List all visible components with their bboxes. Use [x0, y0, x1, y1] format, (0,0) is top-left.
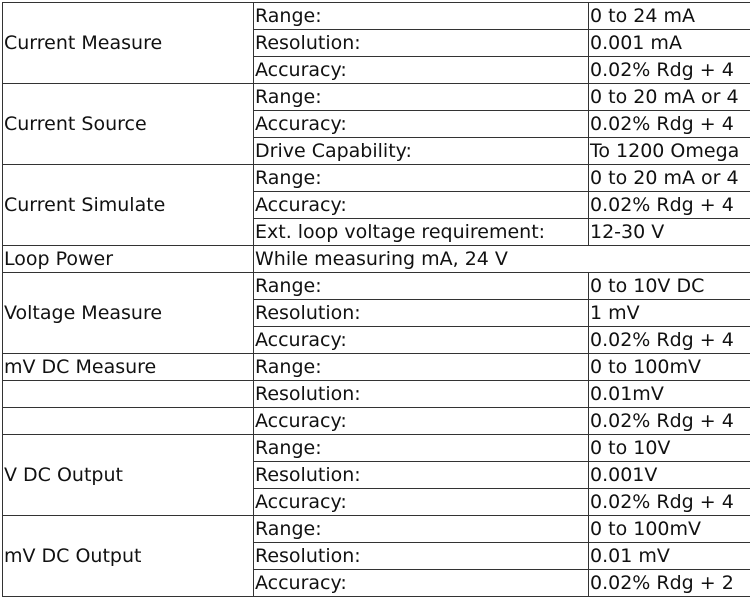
group-name-cell: mV DC Measure — [3, 354, 254, 381]
spec-value-cell: 0 to 100mV — [589, 516, 750, 543]
spec-label-cell: Accuracy: — [254, 570, 589, 597]
spec-value-cell: 0.02% Rdg + 4 — [589, 408, 750, 435]
group-name-cell — [3, 381, 254, 408]
table-row — [3, 354, 750, 381]
spec-value-cell: 0 to 20 mA or 4 — [589, 165, 750, 192]
spec-value-cell: 0.01mV — [589, 381, 750, 408]
spec-value-cell: 0 to 24 mA — [589, 3, 750, 30]
group-name-cell — [3, 408, 254, 435]
spec-table — [2, 2, 750, 597]
table-row — [3, 273, 750, 300]
spec-label-cell: Range: — [254, 273, 589, 300]
spec-value-cell: 0 to 10V DC — [589, 273, 750, 300]
spec-label-cell: Accuracy: — [254, 192, 589, 219]
spec-value-cell: 0.02% Rdg + 4 — [589, 111, 750, 138]
spec-label-cell: Resolution: — [254, 300, 589, 327]
spec-label-cell: Accuracy: — [254, 408, 589, 435]
group-name-cell: Loop Power — [3, 246, 254, 273]
table-row — [3, 408, 750, 435]
spec-label-cell: Accuracy: — [254, 327, 589, 354]
spec-label-cell: Range: — [254, 516, 589, 543]
spec-value-cell: While measuring mA, 24 V — [254, 246, 750, 273]
spec-label-cell: Range: — [254, 3, 589, 30]
spec-label-cell: Drive Capability: — [254, 138, 589, 165]
spec-value-cell: 1 mV — [589, 300, 750, 327]
table-row — [3, 84, 750, 111]
spec-label-cell: Accuracy: — [254, 57, 589, 84]
group-name-cell: Current Measure — [3, 3, 254, 84]
spec-label-cell: Range: — [254, 354, 589, 381]
spec-value-cell: 0 to 20 mA or 4 — [589, 84, 750, 111]
group-name-cell: Current Simulate — [3, 165, 254, 246]
spec-value-cell: 0.02% Rdg + 2 — [589, 570, 750, 597]
spec-value-cell: 0.02% Rdg + 4 — [589, 57, 750, 84]
spec-label-cell: Resolution: — [254, 543, 589, 570]
spec-value-cell: To 1200 Omega — [589, 138, 750, 165]
table-row — [3, 516, 750, 543]
table-row — [3, 246, 750, 273]
spec-label-cell: Resolution: — [254, 381, 589, 408]
spec-label-cell: Range: — [254, 165, 589, 192]
spec-value-cell: 0.02% Rdg + 4 — [589, 327, 750, 354]
spec-label-cell: Range: — [254, 435, 589, 462]
group-name-cell: mV DC Output — [3, 516, 254, 597]
spec-label-cell: Range: — [254, 84, 589, 111]
group-name-cell: V DC Output — [3, 435, 254, 516]
spec-value-cell: 0.001V — [589, 462, 750, 489]
spec-label-cell: Accuracy: — [254, 111, 589, 138]
table-row — [3, 381, 750, 408]
spec-value-cell: 0.001 mA — [589, 30, 750, 57]
group-name-cell: Current Source — [3, 84, 254, 165]
spec-value-cell: 0 to 100mV — [589, 354, 750, 381]
spec-value-cell: 0 to 10V — [589, 435, 750, 462]
spec-value-cell: 0.02% Rdg + 4 — [589, 489, 750, 516]
spec-label-cell: Resolution: — [254, 30, 589, 57]
spec-label-cell: Accuracy: — [254, 489, 589, 516]
spec-table-body — [3, 3, 750, 597]
table-row — [3, 165, 750, 192]
spec-value-cell: 0.02% Rdg + 4 — [589, 192, 750, 219]
group-name-cell: Voltage Measure — [3, 273, 254, 354]
table-row — [3, 3, 750, 30]
spec-label-cell: Ext. loop voltage requirement: — [254, 219, 589, 246]
spec-value-cell: 12-30 V — [589, 219, 750, 246]
spec-value-cell: 0.01 mV — [589, 543, 750, 570]
spec-label-cell: Resolution: — [254, 462, 589, 489]
table-row — [3, 435, 750, 462]
